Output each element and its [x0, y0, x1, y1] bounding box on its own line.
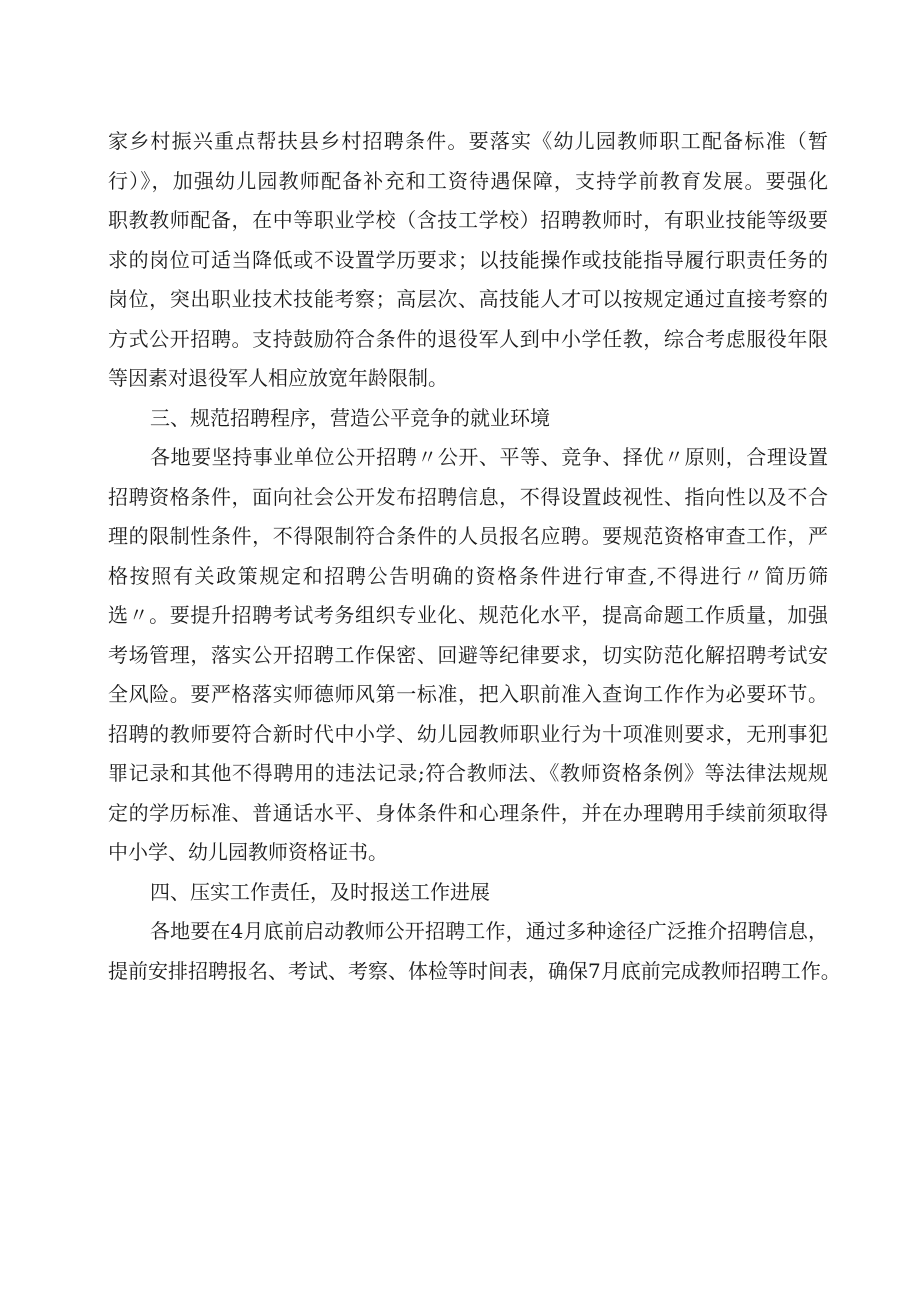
- section-heading-3: 三、规范招聘程序，营造公平竞争的就业环境: [150, 405, 550, 430]
- paragraph-line: 行）》，加强幼儿园教师配备补充和工资待遇保障，支持学前教育发展。要强化: [108, 168, 828, 193]
- paragraph-line: 各地要坚持事业单位公开招聘〃公开、平等、竞争、择优〃原则，合理设置: [150, 445, 828, 469]
- paragraph-line: 提前安排招聘报名、考试、考察、体检等时间表，确保7月底前完成教师招聘工作。: [108, 958, 841, 983]
- section-heading-4: 四、压实工作责任，及时报送工作进展: [150, 879, 490, 904]
- paragraph-line: 岗位，突出职业技术技能考察；高层次、高技能人才可以按规定通过直接考察的: [108, 287, 828, 311]
- paragraph-line: 定的学历标准、普通话水平、身体条件和心理条件，并在办理聘用手续前须取得: [108, 800, 828, 825]
- paragraph-line: 等因素对退役军人相应放宽年龄限制。: [108, 366, 448, 390]
- paragraph-line: 理的限制性条件，不得限制符合条件的人员报名应聘。要规范资格审查工作，严: [108, 524, 828, 548]
- paragraph-line: 家乡村振兴重点帮扶县乡村招聘条件。要落实《幼儿园教师职工配备标准（暂: [108, 129, 828, 153]
- paragraph-line: 招聘的教师要符合新时代中小学、幼儿园教师职业行为十项准则要求，无刑事犯: [108, 721, 828, 746]
- paragraph-line: 招聘资格条件，面向社会公开发布招聘信息，不得设置歧视性、指向性以及不合: [108, 484, 828, 509]
- paragraph-line: 中小学、幼儿园教师资格证书。: [108, 840, 388, 864]
- paragraph-line: 各地要在4月底前启动教师公开招聘工作，通过多种途径广泛推介招聘信息，: [150, 919, 828, 943]
- paragraph-line: 格按照有关政策规定和招聘公告明确的资格条件进行审查,不得进行〃简历筛: [108, 563, 828, 588]
- paragraph-line: 求的岗位可适当降低或不设置学历要求；以技能操作或技能指导履行职责任务的: [108, 247, 828, 272]
- paragraph-line: 全风险。要严格落实师德师风第一标准，把入职前准入查询工作作为必要环节。: [108, 682, 828, 706]
- paragraph-line: 罪记录和其他不得聘用的违法记录;符合教师法、《教师资格条例》等法律法规规: [108, 761, 828, 785]
- paragraph-line: 考场管理，落实公开招聘工作保密、回避等纪律要求，切实防范化解招聘考试安: [108, 642, 828, 667]
- paragraph-line: 选〃。要提升招聘考试考务组织专业化、规范化水平，提高命题工作质量，加强: [108, 603, 828, 627]
- paragraph-line: 方式公开招聘。支持鼓励符合条件的退役军人到中小学任教，综合考虑服役年限: [108, 326, 828, 351]
- document-body: [108, 122, 841, 991]
- paragraph-line: 职教教师配备，在中等职业学校（含技工学校）招聘教师时，有职业技能等级要: [108, 208, 828, 232]
